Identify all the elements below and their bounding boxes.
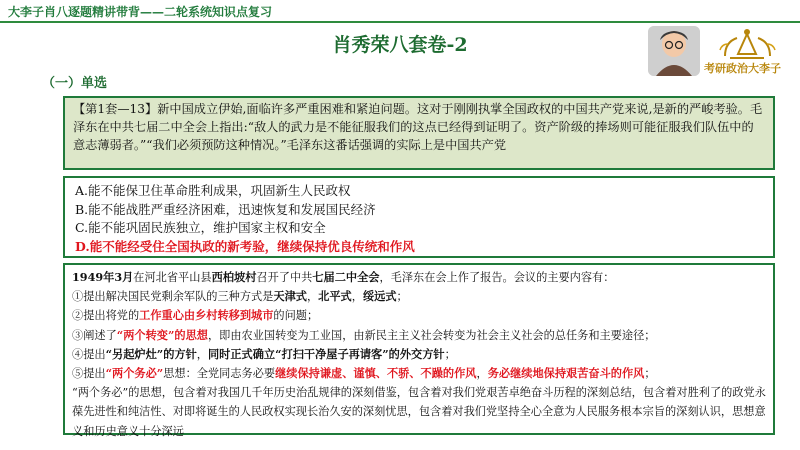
page-title: 肖秀荣八套卷-2	[332, 34, 468, 56]
analysis-text: ，	[351, 290, 363, 304]
analysis-line-1	[72, 268, 766, 287]
analysis-keyword: 绥远式	[362, 289, 397, 304]
analysis-text: ，	[476, 367, 488, 381]
analysis-keyword: 同时正式确立“打扫干净屋子再请客”的外交方针	[207, 346, 445, 361]
analysis-line-3	[72, 306, 766, 325]
analysis-text: ④提出	[72, 347, 106, 361]
analysis-text: ，	[196, 347, 208, 361]
analysis-line-5	[72, 345, 766, 364]
analysis-text: 在河北省平山县	[133, 271, 212, 284]
analysis-text: ，毛泽东在会上作了报告。会议的主要内容有：	[379, 271, 615, 284]
header-divider	[0, 21, 800, 23]
avatar	[648, 26, 700, 76]
analysis-line-6	[72, 364, 766, 383]
analysis-text: ③阐述了	[72, 328, 117, 342]
header-bar	[0, 0, 800, 22]
analysis-line-4	[72, 326, 766, 345]
analysis-line-2	[72, 287, 766, 306]
analysis-keyword: 天津式	[273, 289, 307, 304]
option-a[interactable]: A.能不能保卫住革命胜利成果，巩固新生人民政权	[75, 183, 351, 198]
analysis-text: ，	[306, 290, 319, 304]
analysis-text: ；	[644, 367, 656, 381]
analysis-text: ；	[444, 347, 456, 361]
logo-text: 考研政治大李子	[704, 62, 781, 75]
question-stem	[63, 96, 775, 170]
analysis-summary: “两个务必”的思想，包含着对我国几千年历史治乱规律的深刻借鉴，包含着对我们党艰苦卓绝奋斗历程的深刻总结，包含着对胜利了的政党永葆先进性和纯洁性、对即将诞生的人民政权实现长治久安的深刻忧思，包含着对我们党坚持全心全意为人民服务根本宗旨的深刻认识，思想意义和历史意义十分深远	[72, 386, 766, 438]
analysis-highlight: “两个务必”	[105, 366, 164, 381]
options-list	[63, 176, 775, 258]
option-d-correct[interactable]: D.能不能经受住全国执政的新考验，继续保持优良传统和作风	[75, 238, 415, 254]
analysis-text: ①提出解决国民党剩余军队的三种方式是	[72, 290, 274, 304]
analysis-keyword: 北平式	[318, 289, 352, 304]
analysis-text: ，即由农业国转变为工业国，由新民主主义社会转变为社会主义社会的总任务和主要途径；	[207, 328, 656, 342]
section-label: （一）单选	[42, 76, 108, 91]
analysis-text: 召开了中共	[256, 271, 313, 284]
analysis-date: 1949年3月	[72, 270, 134, 284]
analysis-keyword: “另起炉灶”的方针	[105, 346, 197, 361]
analysis-highlight: 继续保持谦虚、谨慎、不骄、不躁的作风	[275, 366, 477, 381]
analysis-text: 的问题；	[273, 309, 319, 323]
analysis-highlight: 工作重心由乡村转移到城市	[139, 308, 274, 323]
option-c[interactable]: C.能不能巩固民族独立，维护国家主权和安全	[75, 220, 326, 235]
option-b[interactable]: B.能不能战胜严重经济困难，迅速恢复和发展国民经济	[75, 201, 376, 217]
analysis-highlight: 务必继续地保持艰苦奋斗的作风	[487, 366, 645, 381]
question-text: 【第1套—13】新中国成立伊始,面临许多严重困难和紧迫问题。这对于刚刚执掌全国政权的中国共产党来说,是新的严峻考验。毛泽东在中共七届二中全会上指出:“敌人的武力是不能征服我们的这点已经得到证明了。资产阶级的捧场则可能征服我们队伍中的意志薄弱者。”“我们必须预防这种情况。”毛泽东这番话强调的实际上是中国共产党	[73, 102, 763, 152]
analysis-keyword: 西柏坡村	[211, 270, 257, 284]
analysis-keyword: 七届二中全会	[312, 270, 380, 284]
analysis-text: ；	[396, 290, 408, 304]
analysis-text: ⑤提出	[72, 367, 106, 381]
analysis-panel	[63, 263, 775, 438]
avatar-icon	[648, 26, 700, 76]
brand-logo-icon	[700, 24, 795, 62]
analysis-text: 思想：全党同志务必要	[163, 367, 276, 381]
series-title: 大李子肖八逐题精讲带背——二轮系统知识点复习	[8, 5, 273, 19]
analysis-highlight: “两个转变”的思想	[116, 327, 208, 342]
analysis-text: ②提出将党的	[72, 309, 140, 323]
